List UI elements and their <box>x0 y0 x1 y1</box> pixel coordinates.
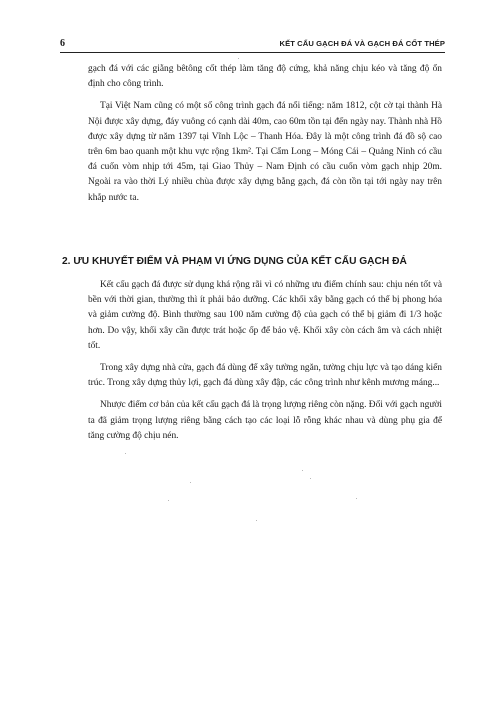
scan-speck <box>302 470 303 471</box>
scan-speck <box>238 58 239 59</box>
paragraph-applications: Trong xây dựng nhà cửa, gạch đá dùng để xây tường ngăn, tường chịu lực và tạo dáng kiến trúc. Trong xây dựng thủy lợi, gạch đá dùng xây đập, các công trình như kênh mương máng... <box>88 363 442 389</box>
section-heading: 2. ƯU KHUYẾT ĐIỂM VÀ PHẠM VI ỨNG DỤNG CỦA KẾT CẤU GẠCH ĐÁ <box>62 256 407 267</box>
section-body <box>88 278 442 451</box>
intro-text <box>88 62 442 213</box>
scan-speck <box>356 498 357 499</box>
scan-speck <box>310 478 311 479</box>
paragraph-continuation: gạch đá với các giằng bêtông cốt thép làm tăng độ cứng, khả năng chịu kéo và tăng độ ổn định cho công trình. <box>88 64 442 90</box>
running-title: KẾT CẤU GẠCH ĐÁ VÀ GẠCH ĐÁ CỐT THÉP <box>279 39 445 48</box>
paragraph-disadvantages: Nhược điểm cơ bản của kết cấu gạch đá là trọng lượng riêng còn nặng. Đối với gạch người ta đã giảm trọng lượng riêng bằng cách tạo các loại lỗ rỗng khác nhau và dùng phụ gia để tăng cường độ chịu nén. <box>88 400 442 441</box>
scan-speck <box>190 482 191 483</box>
scan-speck <box>256 520 257 521</box>
scan-speck <box>125 453 126 454</box>
paragraph-advantages: Kết cấu gạch đá được sử dụng khá rộng rãi vì có những ưu điểm chính sau: chịu nén tốt và bền với thời gian, thường thì ít phải bảo dưỡng. Các khối xây bằng gạch có thể bị phong hóa và giảm cường độ. Bình thường sau 100 năm cường độ của gạch có thể bị giảm đi 1/3 hoặc hơn. Do vậy, khối xây cần được trát hoặc ốp để bảo vệ. Khối xây còn cách âm và cách nhiệt tốt. <box>88 280 442 351</box>
page-header <box>60 38 445 53</box>
page-number: 6 <box>60 38 65 49</box>
scan-speck <box>168 500 169 501</box>
paragraph-vietnam-works: Tại Việt Nam cũng có một số công trình gạch đá nổi tiếng: năm 1812, cột cờ tại thành Hà Nội được xây dựng, đáy vuông có cạnh dài 40m, cao 60m tồn tại đến ngày nay. Thành nhà Hồ được xây dựng từ năm 1397 tại Vĩnh Lộc – Thanh Hóa. Đây là một công trình đá đồ sộ cao trên 6m bao quanh một khu vực rộng 1km². Tại Cẩm Long – Móng Cái – Quảng Ninh có cầu đá cuốn vòm nhịp tới 45m, tại Giao Thủy – Nam Định có cầu cuốn vòm gạch nhịp 20m. Ngoài ra vào thời Lý nhiều chùa được xây dựng bằng gạch, đá còn tồn tại tới ngày nay trên khắp nước ta. <box>88 101 442 203</box>
